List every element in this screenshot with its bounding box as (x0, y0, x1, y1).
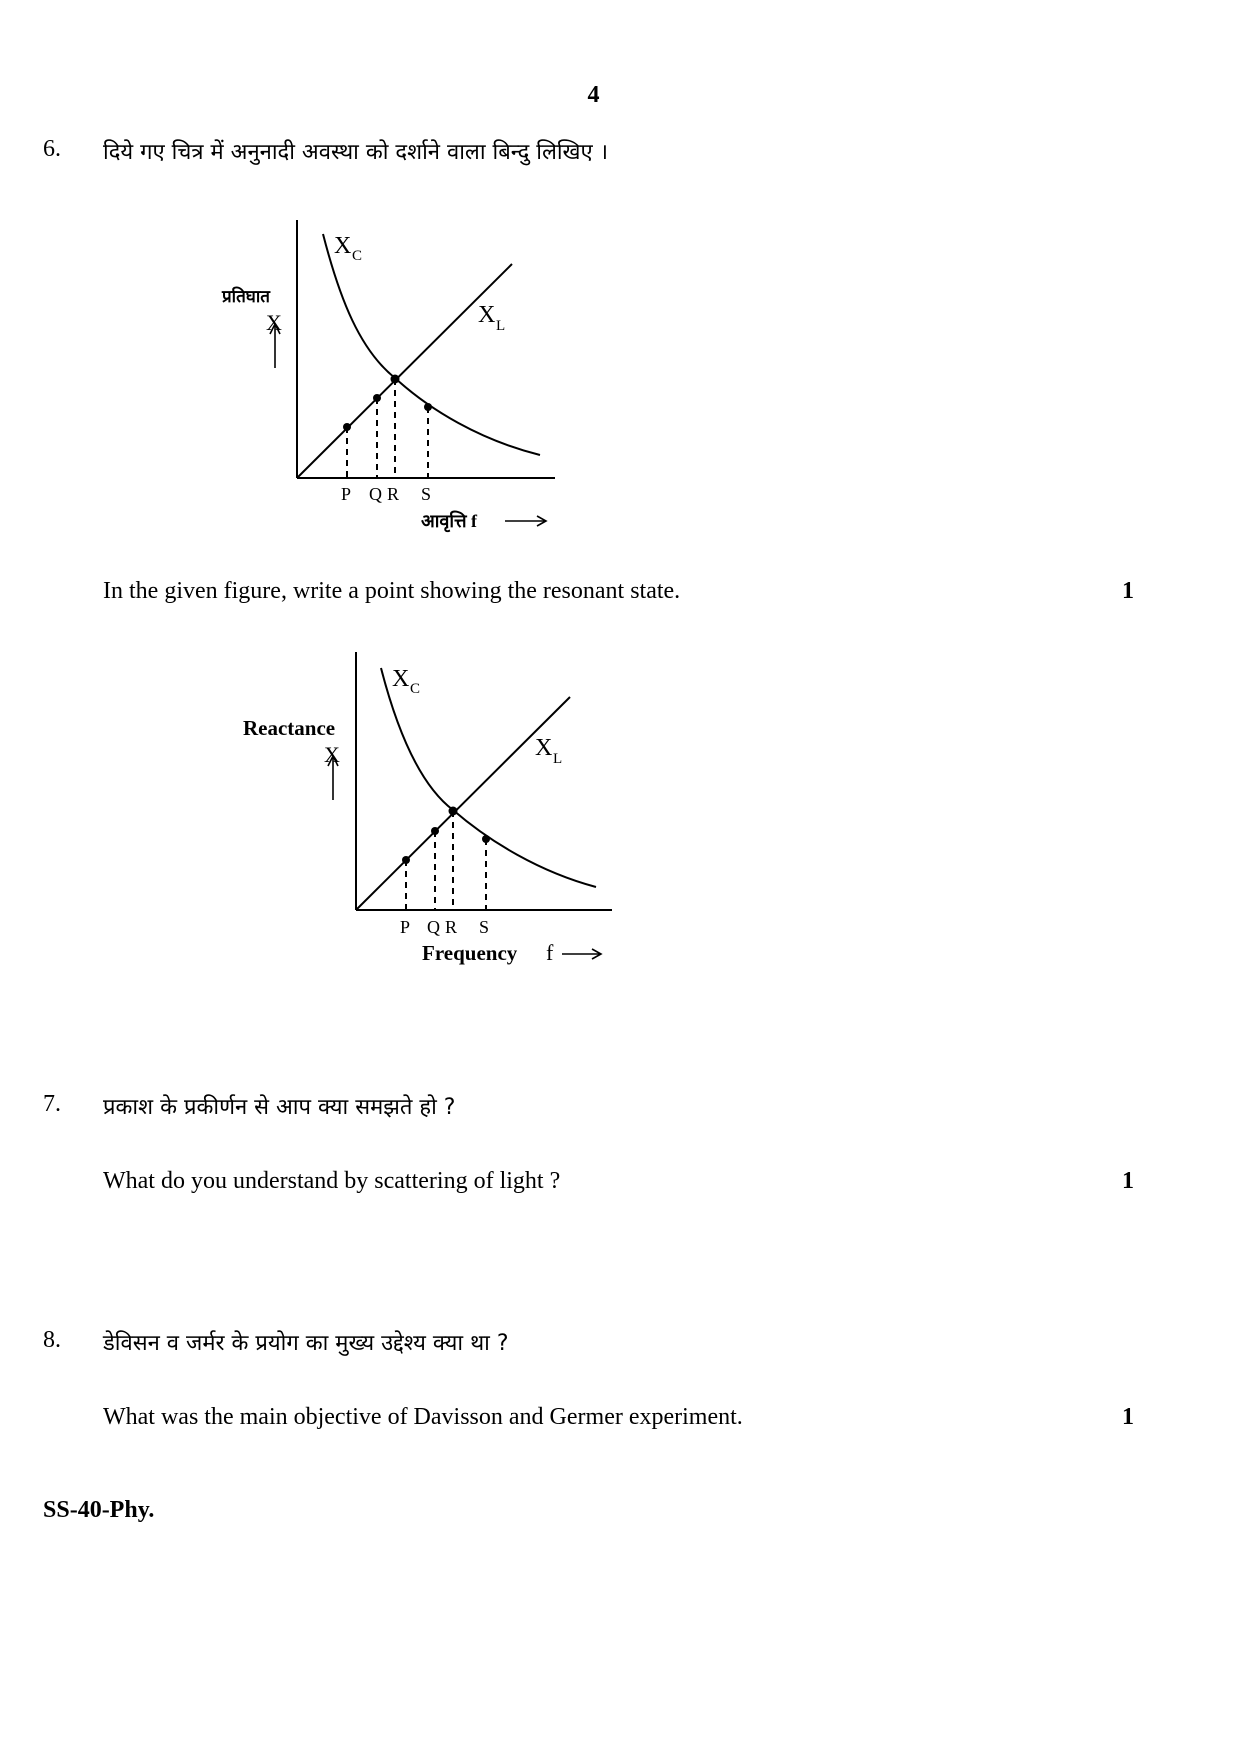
page-number: 4 (587, 82, 600, 108)
y-axis-label: Reactance (243, 716, 336, 740)
question-7-marks: 1 (1122, 1168, 1134, 1194)
question-6-english: In the given figure, write a point showing the resonant state. (103, 578, 681, 604)
question-7-hindi: प्रकाश के प्रकीर्णन से आप क्या समझते हो ? (103, 1095, 456, 1120)
question-6-number: 6. (43, 136, 61, 162)
tick-label-r: R (445, 917, 458, 937)
point-s (424, 403, 432, 411)
tick-label-q: Q (369, 484, 382, 504)
y-axis-label: प्रतिघात (222, 287, 270, 306)
xc-label: X (334, 233, 352, 259)
point-r (391, 375, 400, 384)
point-r (449, 807, 458, 816)
reactance-figure-hindi (200, 200, 600, 540)
tick-label-s: S (479, 917, 490, 937)
point-p (343, 423, 351, 431)
question-6-marks: 1 (1122, 578, 1134, 604)
question-7-number: 7. (43, 1091, 61, 1117)
xc-subscript: C (352, 248, 363, 264)
tick-label-q: Q (427, 917, 440, 937)
xc-label: X (392, 666, 410, 692)
point-p (402, 856, 410, 864)
tick-label-p: P (400, 917, 411, 937)
question-8-hindi: डेविसन व जर्मर के प्रयोग का मुख्य उद्देश्य क्या था ? (103, 1331, 509, 1356)
y-axis-symbol: X (266, 310, 282, 335)
x-axis-symbol: f (546, 940, 554, 965)
point-q (431, 827, 439, 835)
paper-code-footer: SS-40-Phy. (43, 1497, 155, 1523)
tick-label-p: P (341, 484, 352, 504)
xl-subscript: L (496, 318, 506, 334)
xl-label: X (478, 302, 496, 328)
xl-label: X (535, 735, 553, 761)
point-s (482, 835, 490, 843)
xc-subscript: C (410, 681, 421, 697)
question-8-english: What was the main objective of Davisson and Germer experiment. (103, 1404, 743, 1430)
reactance-figure-english (200, 640, 640, 980)
question-8-number: 8. (43, 1327, 61, 1353)
xl-line (356, 697, 570, 910)
y-axis-symbol: X (324, 742, 340, 767)
x-axis-label: आवृत्ति f (421, 511, 477, 531)
question-7-english: What do you understand by scattering of light ? (103, 1168, 561, 1194)
tick-label-s: S (421, 484, 432, 504)
x-axis-label: Frequency (422, 941, 518, 965)
question-6-hindi: दिये गए चित्र में अनुनादी अवस्था को दर्शाने वाला बिन्दु लिखिए । (103, 140, 609, 165)
tick-label-r: R (387, 484, 400, 504)
point-q (373, 394, 381, 402)
question-8-marks: 1 (1122, 1404, 1134, 1430)
xl-line (297, 264, 512, 478)
xl-subscript: L (553, 751, 563, 767)
